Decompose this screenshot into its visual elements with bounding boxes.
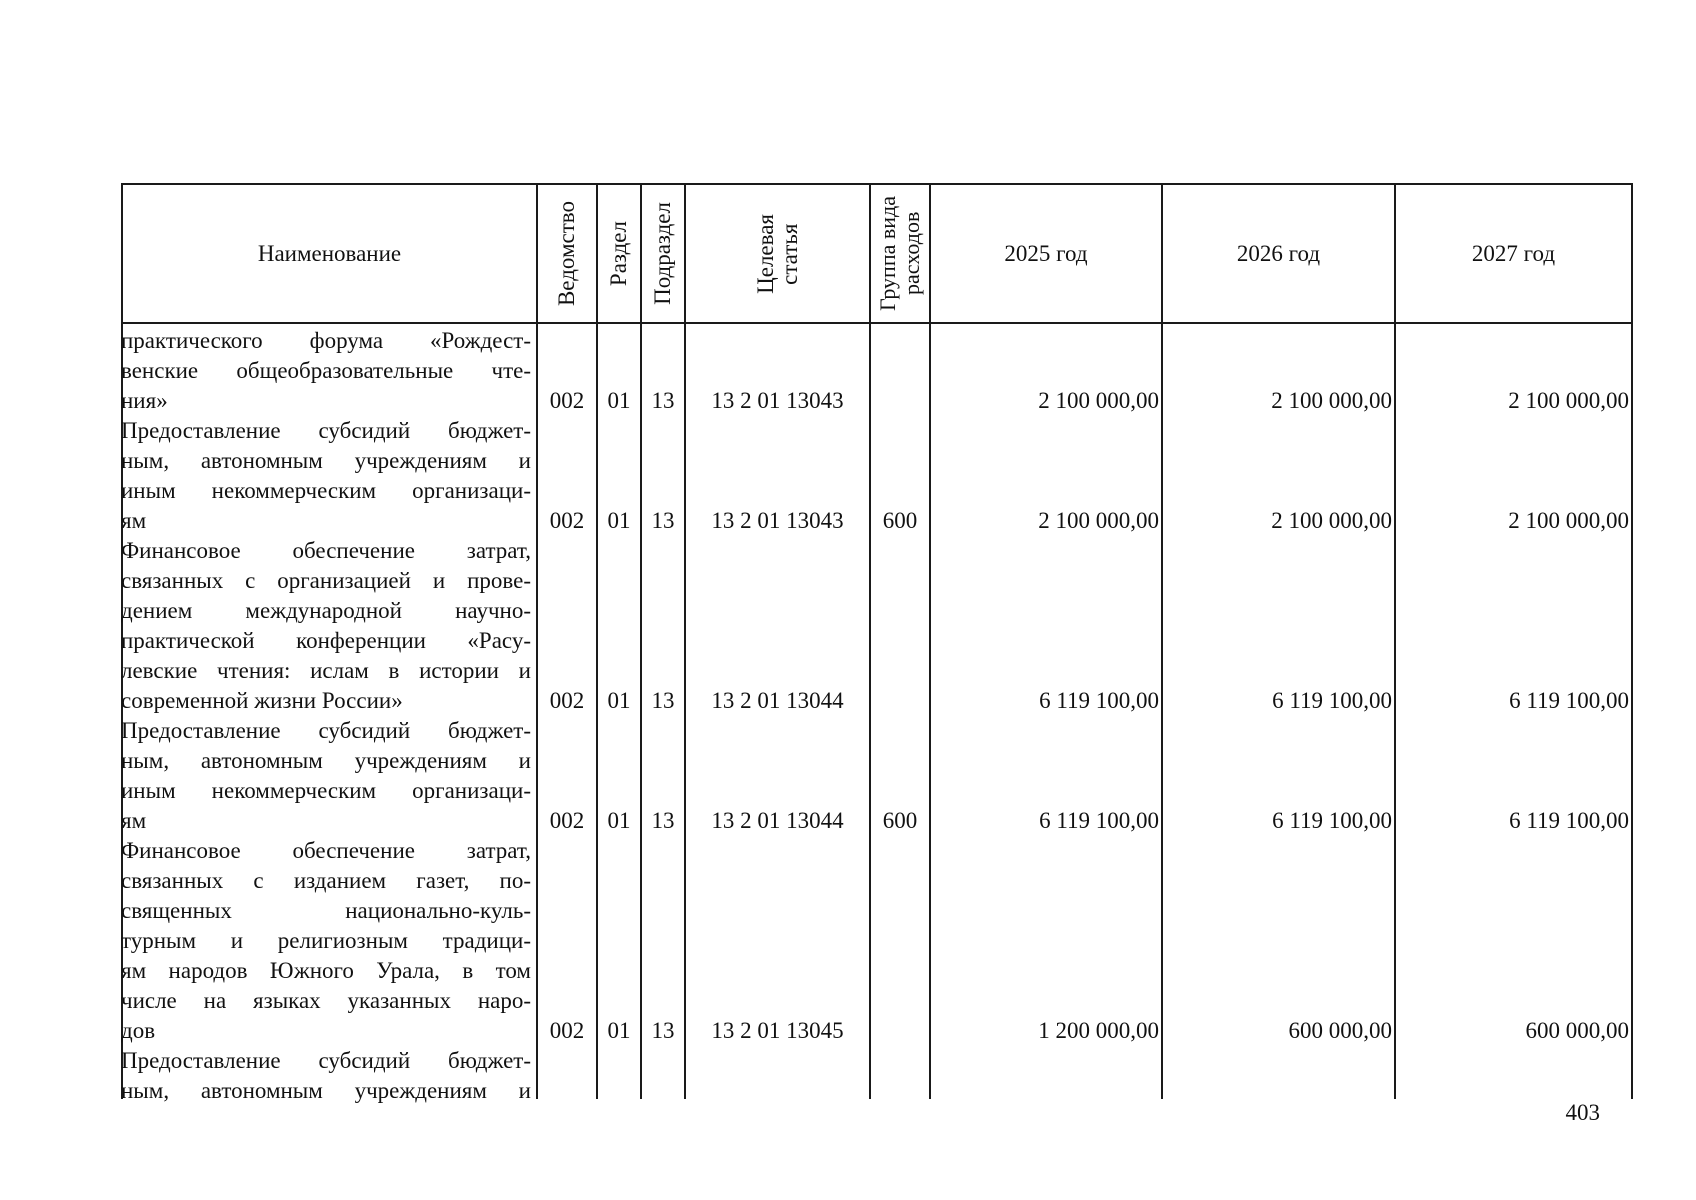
header-podrazdel-text: Подраздел bbox=[650, 202, 675, 305]
row-name-line: дением международной научно- bbox=[121, 598, 531, 623]
cell-amount-2026 bbox=[1163, 1076, 1392, 1106]
cell-vedomstvo: 002 bbox=[549, 808, 585, 833]
cell-celevaya-statya: 13 2 01 13043 bbox=[711, 388, 844, 413]
header-name-text: Наименование bbox=[257, 240, 402, 266]
row-name-line: Финансовое обеспечение затрат, bbox=[121, 838, 531, 863]
row-name-line: Предоставление субсидий бюджет- bbox=[121, 418, 531, 443]
cell-vedomstvo: 002 bbox=[549, 388, 585, 413]
cell-amount-2025: 2 100 000,00 bbox=[1038, 388, 1159, 413]
row-name-line: ям народов Южного Урала, в том bbox=[121, 958, 531, 983]
header-celevaya-line2: статья bbox=[776, 222, 802, 285]
cell-amount-2027: 600 000,00 bbox=[1525, 1018, 1629, 1043]
cell-amount-2026: 600 000,00 bbox=[1288, 1018, 1392, 1043]
cell-amount-2026: 6 119 100,00 bbox=[1272, 808, 1392, 833]
row-name-line: турным и религиозным традици- bbox=[121, 928, 531, 953]
cell-razdel: 01 bbox=[607, 1018, 631, 1043]
cell-amount-2025: 1 200 000,00 bbox=[1038, 1018, 1159, 1043]
header-celevaya-line1: Целевая bbox=[752, 213, 778, 294]
row-name-line: венские общеобразовательные чте- bbox=[121, 358, 531, 383]
cell-celevaya-statya: 13 2 01 13043 bbox=[711, 508, 844, 533]
header-gruppa bbox=[871, 185, 929, 322]
table-right-border bbox=[1631, 183, 1633, 1099]
header-year-2026-text: 2026 год bbox=[1236, 240, 1321, 266]
row-name-line: связанных с изданием газет, по- bbox=[121, 868, 531, 893]
cell-amount-2025 bbox=[931, 1076, 1159, 1106]
row-name-line: практического форума «Рождест- bbox=[121, 328, 531, 353]
header-gruppa-line1: Группа вида bbox=[875, 196, 900, 311]
header-podrazdel bbox=[642, 185, 684, 322]
header-celevaya bbox=[686, 185, 869, 322]
cell-gruppa-vida bbox=[871, 1016, 929, 1046]
header-year-2027 bbox=[1396, 185, 1631, 322]
row-name-line: ям bbox=[121, 508, 147, 533]
cell-razdel: 01 bbox=[607, 508, 631, 533]
cell-celevaya-statya bbox=[686, 1076, 869, 1106]
header-year-2025-text: 2025 год bbox=[1004, 240, 1088, 266]
header-gruppa-line2: расходов bbox=[899, 211, 924, 296]
row-name-line: практической конференции «Расу- bbox=[121, 628, 531, 653]
cell-amount-2026: 6 119 100,00 bbox=[1272, 688, 1392, 713]
row-name-line: Финансовое обеспечение затрат, bbox=[121, 538, 531, 563]
cell-razdel: 01 bbox=[607, 688, 631, 713]
cell-podrazdel: 13 bbox=[651, 508, 675, 533]
cell-gruppa-vida bbox=[871, 386, 929, 416]
cell-amount-2027: 2 100 000,00 bbox=[1508, 508, 1629, 533]
table-header-bottom-border bbox=[121, 322, 1633, 324]
cell-podrazdel: 13 bbox=[651, 808, 675, 833]
row-name-line: иным некоммерческим организаци- bbox=[121, 778, 531, 803]
row-name-line: ным, автономным учреждениям и bbox=[121, 748, 531, 773]
row-name-line: числе на языках указанных наро- bbox=[121, 988, 531, 1013]
cell-podrazdel: 13 bbox=[651, 388, 675, 413]
cell-podrazdel: 13 bbox=[651, 1018, 675, 1043]
cell-gruppa-vida: 600 bbox=[882, 508, 918, 533]
cell-celevaya-statya: 13 2 01 13045 bbox=[711, 1018, 844, 1043]
header-year-2025 bbox=[931, 185, 1161, 322]
row-name-line: дов bbox=[121, 1018, 156, 1043]
row-name-line: ям bbox=[121, 808, 147, 833]
cell-vedomstvo: 002 bbox=[549, 688, 585, 713]
cell-gruppa-vida bbox=[871, 686, 929, 716]
cell-amount-2026: 2 100 000,00 bbox=[1271, 508, 1392, 533]
cell-podrazdel bbox=[642, 1076, 684, 1106]
cell-gruppa-vida: 600 bbox=[882, 808, 918, 833]
cell-amount-2025: 2 100 000,00 bbox=[1038, 508, 1159, 533]
cell-celevaya-statya: 13 2 01 13044 bbox=[711, 688, 844, 713]
header-year-2026 bbox=[1163, 185, 1394, 322]
header-razdel bbox=[598, 185, 640, 322]
header-year-2027-text: 2027 год bbox=[1471, 240, 1556, 266]
cell-vedomstvo: 002 bbox=[549, 508, 585, 533]
page-number: 403 bbox=[1565, 1100, 1600, 1125]
cell-amount-2025: 6 119 100,00 bbox=[1039, 688, 1159, 713]
cell-amount-2026: 2 100 000,00 bbox=[1271, 388, 1392, 413]
header-gruppa-text bbox=[876, 196, 924, 311]
cell-vedomstvo: 002 bbox=[549, 1018, 585, 1043]
cell-gruppa-vida bbox=[871, 1076, 929, 1106]
header-vedomstvo-text: Ведомство bbox=[554, 200, 579, 307]
cell-vedomstvo bbox=[538, 1076, 596, 1106]
header-vedomstvo bbox=[538, 185, 596, 322]
row-name-line: современной жизни России» bbox=[121, 688, 403, 713]
cell-amount-2027: 6 119 100,00 bbox=[1509, 688, 1629, 713]
cell-podrazdel: 13 bbox=[651, 688, 675, 713]
cell-amount-2027: 2 100 000,00 bbox=[1508, 388, 1629, 413]
row-name-line: Предоставление субсидий бюджет- bbox=[121, 718, 531, 743]
cell-celevaya-statya: 13 2 01 13044 bbox=[711, 808, 844, 833]
row-name-line: ния» bbox=[121, 388, 168, 413]
row-name-line: иным некоммерческим организаци- bbox=[121, 478, 531, 503]
cell-amount-2027: 6 119 100,00 bbox=[1509, 808, 1629, 833]
row-name-line: священных национально-куль- bbox=[121, 898, 531, 923]
cell-razdel: 01 bbox=[607, 808, 631, 833]
cell-razdel bbox=[598, 1076, 640, 1106]
row-name-line: ным, автономным учреждениям и bbox=[121, 1078, 531, 1103]
header-name bbox=[123, 185, 536, 322]
row-name-line: Предоставление субсидий бюджет- bbox=[121, 1048, 531, 1073]
header-celevaya-text bbox=[754, 214, 802, 294]
cell-razdel: 01 bbox=[607, 388, 631, 413]
row-name-line: связанных с организацией и прове- bbox=[121, 568, 531, 593]
row-name-line: левские чтения: ислам в истории и bbox=[121, 658, 531, 683]
header-razdel-text: Раздел bbox=[606, 220, 631, 287]
cell-amount-2025: 6 119 100,00 bbox=[1039, 808, 1159, 833]
row-name-line: ным, автономным учреждениям и bbox=[121, 448, 531, 473]
